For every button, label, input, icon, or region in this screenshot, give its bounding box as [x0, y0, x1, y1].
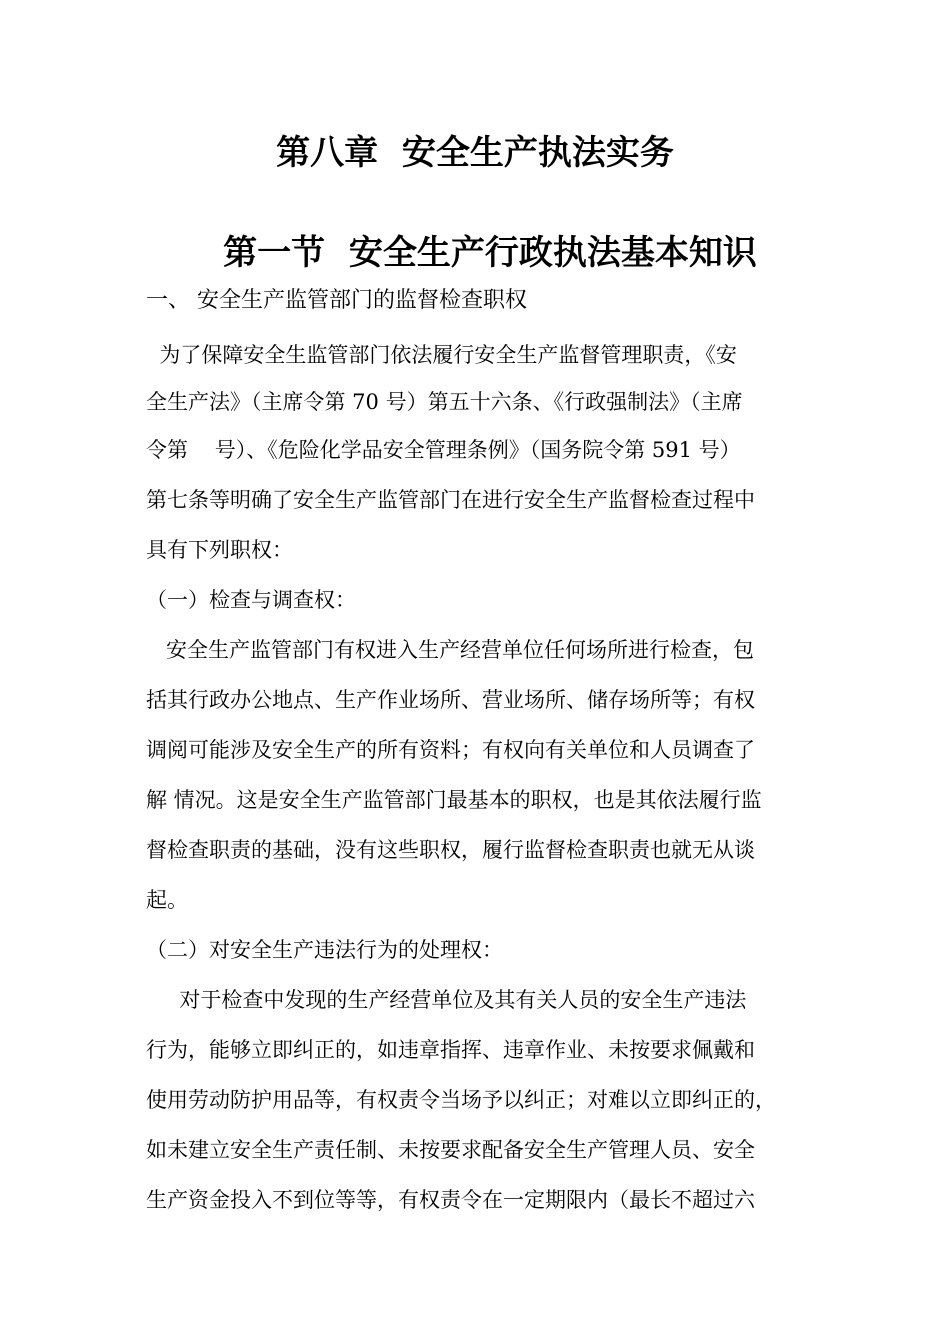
paragraph-line: 全生产法》（主席令第 70 号）第五十六条、《行政强制法》（主席	[146, 390, 743, 414]
paragraph-line: 如未建立安全生产责任制、未按要求配备安全生产管理人员、安全	[146, 1138, 755, 1162]
item-heading: （一）检查与调查权：	[146, 588, 356, 612]
paragraph-line: 解 情况。这是安全生产监管部门最基本的职权，也是其依法履行监	[146, 788, 762, 812]
paragraph-line: 具有下列职权：	[146, 538, 293, 562]
sub-heading: 一、 安全生产监管部门的监督检查职权	[146, 288, 527, 313]
item-heading: （二）对安全生产违法行为的处理权：	[146, 938, 503, 962]
paragraph-line: 对于检查中发现的生产经营单位及其有关人员的安全生产违法	[146, 988, 747, 1012]
paragraph-line: 起。	[146, 888, 188, 912]
section-title: 第一节 安全生产行政执法基本知识	[223, 233, 757, 273]
paragraph-line: 行为，能够立即纠正的，如违章指挥、违章作业、未按要求佩戴和	[146, 1038, 755, 1062]
paragraph-line: 调阅可能涉及安全生产的所有资料；有权向有关单位和人员调查了	[146, 738, 755, 762]
paragraph-line: 括其行政办公地点、生产作业场所、营业场所、储存场所等；有权	[146, 688, 755, 712]
paragraph-line: 第七条等明确了安全生产监管部门在进行安全生产监督检查过程中	[146, 488, 755, 512]
paragraph-line: 生产资金投入不到位等等，有权责令在一定期限内（最长不超过六	[146, 1188, 755, 1212]
paragraph-line: 为了保障安全生监管部门依法履行安全生产监督管理职责，《安	[146, 343, 737, 367]
paragraph-line: 使用劳动防护用品等，有权责令当场予以纠正；对难以立即纠正的，	[146, 1088, 776, 1112]
paragraph-line: 督检查职责的基础，没有这些职权，履行监督检查职责也就无从谈	[146, 838, 755, 862]
paragraph-line: 安全生产监管部门有权进入生产经营单位任何场所进行检查，包	[146, 638, 755, 662]
paragraph-line: 令第 号）、《危险化学品安全管理条例》（国务院令第 591 号）	[146, 438, 741, 462]
chapter-title: 第八章 安全生产执法实务	[276, 133, 674, 173]
